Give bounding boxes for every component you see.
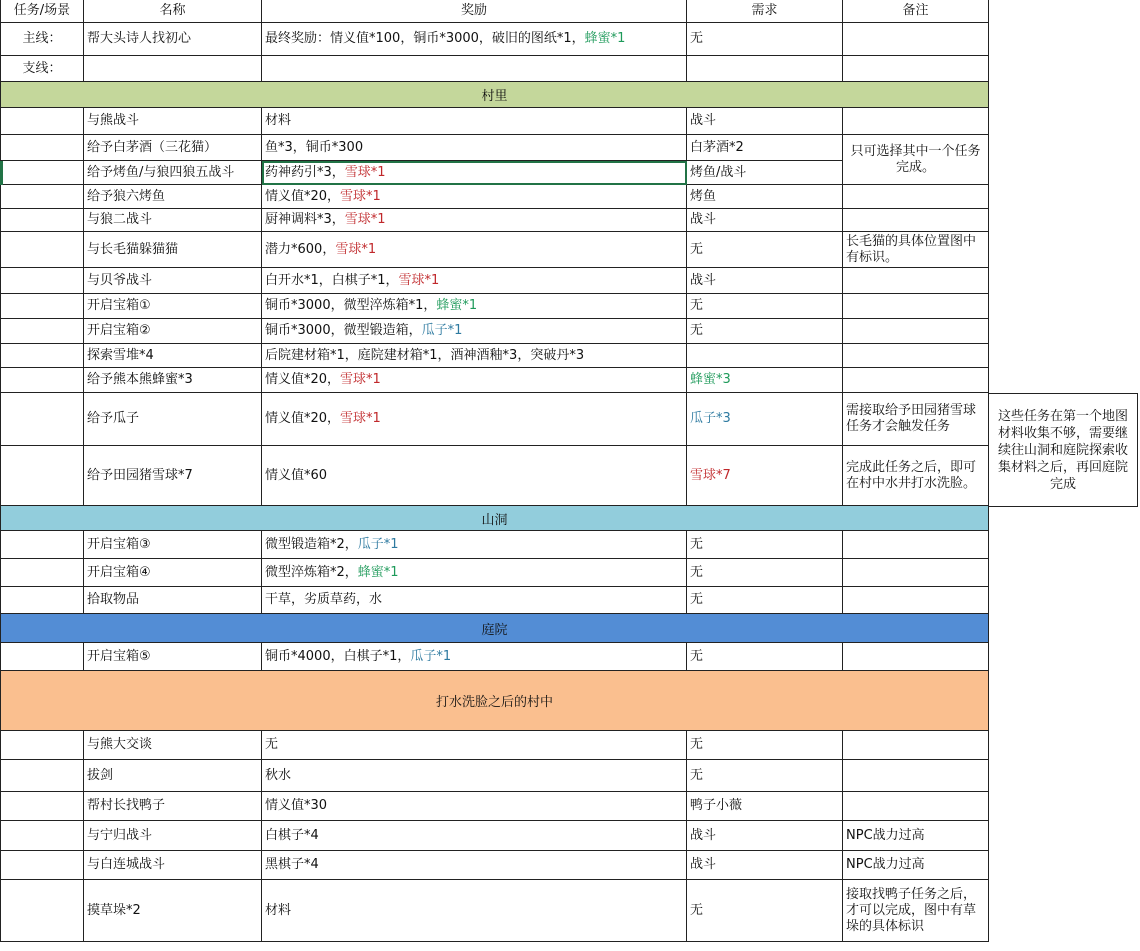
main-quest-note[interactable]	[843, 23, 989, 56]
reward-highlight: 雪球*1	[344, 212, 386, 227]
task-requirement[interactable]: 鸭子小薇	[687, 792, 843, 821]
reward-text: 微型淬炼箱*2，	[265, 564, 358, 580]
task-note[interactable]	[843, 368, 989, 393]
reward-text: 药神药引*3，	[265, 164, 345, 180]
header-note[interactable]: 备注	[843, 0, 989, 23]
row-selection-indicator	[0, 161, 3, 185]
header-task-scene[interactable]: 任务/场景	[0, 0, 84, 23]
task-requirement[interactable]: 战斗	[687, 821, 843, 851]
reward-text: 情义值*20，	[265, 188, 341, 204]
reward-text: 铜币*4000，白棋子*1，	[265, 648, 411, 664]
task-note[interactable]: 完成此任务之后，即可在村中水井打水洗脸。	[843, 446, 989, 506]
task-requirement[interactable]: 蜂蜜*3	[687, 368, 843, 393]
row-scene-cell[interactable]	[0, 446, 84, 506]
task-reward[interactable]	[262, 294, 687, 319]
reward-highlight: 瓜子*1	[421, 323, 463, 338]
task-note[interactable]	[843, 209, 989, 232]
row-scene-cell[interactable]	[0, 268, 84, 294]
task-name[interactable]: 与熊战斗	[84, 108, 262, 135]
task-reward[interactable]	[262, 559, 687, 587]
row-scene-cell[interactable]	[0, 880, 84, 942]
task-note[interactable]	[843, 185, 989, 209]
reward-text: 无	[265, 737, 279, 752]
task-requirement[interactable]: 战斗	[687, 268, 843, 294]
reward-highlight: 雪球*1	[335, 241, 377, 257]
row-scene-cell[interactable]	[0, 760, 84, 792]
task-name[interactable]: 给予熊本熊蜂蜜*3	[84, 368, 262, 393]
task-note[interactable]	[843, 108, 989, 135]
task-requirement[interactable]: 无	[687, 531, 843, 559]
task-reward[interactable]	[262, 185, 687, 209]
side-quest-name[interactable]	[84, 56, 262, 82]
task-name[interactable]: 开启宝箱③	[84, 531, 262, 559]
side-quest-note[interactable]	[843, 56, 989, 82]
reward-text: 厨神调料*3，	[265, 212, 345, 227]
row-scene-cell[interactable]	[0, 108, 84, 135]
row-scene-cell[interactable]	[0, 731, 84, 760]
row-scene-cell[interactable]	[0, 821, 84, 851]
task-name[interactable]: 给予烤鱼/与狼四狼五战斗	[84, 161, 262, 185]
task-requirement[interactable]: 无	[687, 319, 843, 344]
main-quest-reward[interactable]	[262, 23, 687, 56]
reward-text: 干草，劣质草药，水	[265, 592, 383, 607]
task-name[interactable]: 探索雪堆*4	[84, 344, 262, 368]
task-note[interactable]	[843, 731, 989, 760]
reward-highlight: 雪球*1	[344, 164, 386, 180]
reward-text: 铜币*3000，微型锻造箱，	[265, 323, 422, 338]
reward-highlight: 雪球*1	[398, 272, 440, 288]
task-name[interactable]: 开启宝箱①	[84, 294, 262, 319]
task-requirement[interactable]: 无	[687, 559, 843, 587]
task-reward[interactable]	[262, 531, 687, 559]
side-quest-requirement[interactable]	[687, 56, 843, 82]
task-requirement[interactable]: 烤鱼/战斗	[687, 161, 843, 185]
header-reward[interactable]: 奖励	[262, 0, 687, 23]
task-requirement[interactable]: 无	[687, 294, 843, 319]
task-name[interactable]: 帮村长找鸭子	[84, 792, 262, 821]
task-reward[interactable]	[262, 446, 687, 506]
reward-highlight: 雪球*1	[340, 188, 381, 204]
task-name[interactable]: 开启宝箱⑤	[84, 643, 262, 671]
task-name[interactable]: 与长毛猫躲猫猫	[84, 232, 262, 268]
row-scene-cell[interactable]	[0, 792, 84, 821]
main-quest-name[interactable]: 帮大头诗人找初心	[84, 23, 262, 56]
task-requirement[interactable]: 无	[687, 232, 843, 268]
task-name[interactable]: 与狼二战斗	[84, 209, 262, 232]
row-scene-cell[interactable]	[0, 209, 84, 232]
task-reward[interactable]	[262, 209, 687, 232]
reward-text: 材料	[265, 113, 292, 128]
row-scene-cell[interactable]	[0, 294, 84, 319]
task-requirement[interactable]: 白茅酒*2	[687, 135, 843, 161]
reward-text: 微型锻造箱*2，	[265, 536, 358, 552]
task-requirement[interactable]: 战斗	[687, 108, 843, 135]
reward-text: 秋水	[265, 767, 292, 783]
task-note[interactable]	[843, 531, 989, 559]
task-note[interactable]	[843, 294, 989, 319]
task-requirement[interactable]: 无	[687, 880, 843, 942]
task-reward[interactable]	[262, 268, 687, 294]
reward-text: 情义值*20，	[265, 372, 341, 387]
row-scene-cell[interactable]	[0, 232, 84, 268]
task-reward[interactable]	[262, 108, 687, 135]
task-requirement[interactable]: 雪球*7	[687, 446, 843, 506]
task-reward[interactable]	[262, 760, 687, 792]
task-reward[interactable]	[262, 792, 687, 821]
task-reward[interactable]	[262, 643, 687, 671]
side-note[interactable]: 这些任务在第一个地图材料收集不够，需要继续往山洞和庭院探索收集材料之后，再回庭院完成	[989, 393, 1138, 507]
row-scene-cell[interactable]	[0, 344, 84, 368]
task-reward[interactable]	[262, 393, 687, 446]
task-name[interactable]: 给予狼六烤鱼	[84, 185, 262, 209]
task-reward[interactable]	[262, 368, 687, 393]
task-reward[interactable]	[262, 851, 687, 880]
row-scene-cell[interactable]	[0, 185, 84, 209]
reward-highlight: 瓜子*1	[357, 536, 399, 552]
task-name[interactable]: 摸草垛*2	[84, 880, 262, 942]
side-quest-reward[interactable]	[262, 56, 687, 82]
task-name[interactable]: 与熊大交谈	[84, 731, 262, 760]
row-scene-cell[interactable]	[0, 319, 84, 344]
reward-text: 情义值*30	[265, 798, 328, 813]
section-cave[interactable]: 山洞	[0, 506, 989, 531]
task-note[interactable]	[843, 559, 989, 587]
task-name[interactable]: 拾取物品	[84, 587, 262, 614]
reward-text: 材料	[265, 902, 292, 918]
row-scene-cell[interactable]	[0, 587, 84, 614]
reward-text: 黑棋子*4	[265, 857, 319, 872]
task-reward[interactable]	[262, 319, 687, 344]
task-note[interactable]: 长毛猫的具体位置图中有标识。	[843, 232, 989, 268]
task-reward[interactable]	[262, 821, 687, 851]
reward-highlight: 雪球*1	[340, 372, 381, 387]
row-scene-cell[interactable]	[0, 851, 84, 880]
task-note[interactable]	[843, 760, 989, 792]
task-reward[interactable]	[262, 587, 687, 614]
row-scene-cell[interactable]	[0, 368, 84, 393]
task-reward[interactable]	[262, 344, 687, 368]
reward-highlight: 雪球*1	[340, 411, 381, 426]
task-note[interactable]: 需接取给予田园猪雪球任务才会触发任务	[843, 393, 989, 446]
task-name[interactable]: 给予白茅酒（三花猫）	[84, 135, 262, 161]
task-note[interactable]: NPC战力过高	[843, 821, 989, 851]
task-reward[interactable]	[262, 232, 687, 268]
task-requirement[interactable]	[687, 344, 843, 368]
header-name[interactable]: 名称	[84, 0, 262, 23]
task-note[interactable]	[843, 268, 989, 294]
task-name[interactable]: 开启宝箱④	[84, 559, 262, 587]
task-name[interactable]: 给予田园猪雪球*7	[84, 446, 262, 506]
reward-text: 鱼*3，铜币*300	[265, 139, 364, 155]
task-note[interactable]	[843, 792, 989, 821]
reward-text: 后院建材箱*1，庭院建材箱*1，酒神酒釉*3，突破丹*3	[265, 347, 585, 363]
task-note[interactable]	[843, 587, 989, 614]
task-reward[interactable]	[262, 135, 687, 161]
section-courtyard[interactable]: 庭院	[0, 614, 989, 643]
task-reward[interactable]	[262, 880, 687, 942]
task-requirement[interactable]: 烤鱼	[687, 185, 843, 209]
task-requirement[interactable]: 瓜子*3	[687, 393, 843, 446]
task-name[interactable]: 给予瓜子	[84, 393, 262, 446]
task-requirement[interactable]: 无	[687, 760, 843, 792]
reward-text: 情义值*60	[265, 467, 328, 483]
task-note[interactable]: NPC战力过高	[843, 851, 989, 880]
section-after-wash[interactable]: 打水洗脸之后的村中	[0, 671, 989, 731]
main-quest-reward-text: 最终奖励：情义值*100，铜币*3000，破旧的图纸*1，	[265, 31, 585, 46]
task-note[interactable]	[843, 643, 989, 671]
task-requirement[interactable]: 战斗	[687, 851, 843, 880]
reward-highlight: 瓜子*1	[410, 648, 452, 664]
task-name[interactable]: 拔剑	[84, 760, 262, 792]
row-scene-cell[interactable]	[0, 643, 84, 671]
reward-text: 铜币*3000，微型淬炼箱*1，	[265, 298, 437, 313]
task-requirement[interactable]: 无	[687, 643, 843, 671]
main-quest-label[interactable]: 主线：	[0, 23, 84, 56]
side-quest-label[interactable]: 支线：	[0, 56, 84, 82]
row-scene-cell[interactable]	[0, 559, 84, 587]
row-scene-cell[interactable]	[0, 531, 84, 559]
section-village[interactable]: 村里	[0, 82, 989, 108]
task-note[interactable]	[843, 319, 989, 344]
reward-text: 情义值*20，	[265, 411, 341, 426]
task-note[interactable]	[843, 344, 989, 368]
note-choice-merged[interactable]: 只可选择其中一个任务完成。	[843, 135, 989, 185]
reward-highlight: 蜂蜜*1	[436, 298, 478, 313]
task-reward[interactable]	[262, 731, 687, 760]
task-requirement[interactable]: 无	[687, 731, 843, 760]
row-scene-cell[interactable]	[0, 161, 84, 185]
task-note[interactable]: 接取找鸭子任务之后，才可以完成，图中有草垛的具体标识	[843, 880, 989, 942]
reward-highlight: 蜂蜜*1	[357, 564, 399, 580]
task-name[interactable]: 与白连城战斗	[84, 851, 262, 880]
reward-text: 白棋子*4	[265, 827, 319, 843]
task-requirement[interactable]: 战斗	[687, 209, 843, 232]
task-reward[interactable]	[262, 161, 687, 185]
main-quest-requirement[interactable]: 无	[687, 23, 843, 56]
task-requirement[interactable]: 无	[687, 587, 843, 614]
row-scene-cell[interactable]	[0, 393, 84, 446]
header-requirement[interactable]: 需求	[687, 0, 843, 23]
row-scene-cell[interactable]	[0, 135, 84, 161]
main-quest-reward-colored: 蜂蜜*1	[584, 31, 626, 46]
task-name[interactable]: 开启宝箱②	[84, 319, 262, 344]
reward-text: 潜力*600，	[265, 241, 336, 257]
task-name[interactable]: 与贝爷战斗	[84, 268, 262, 294]
reward-text: 白开水*1，白棋子*1，	[265, 272, 399, 288]
task-name[interactable]: 与宁归战斗	[84, 821, 262, 851]
